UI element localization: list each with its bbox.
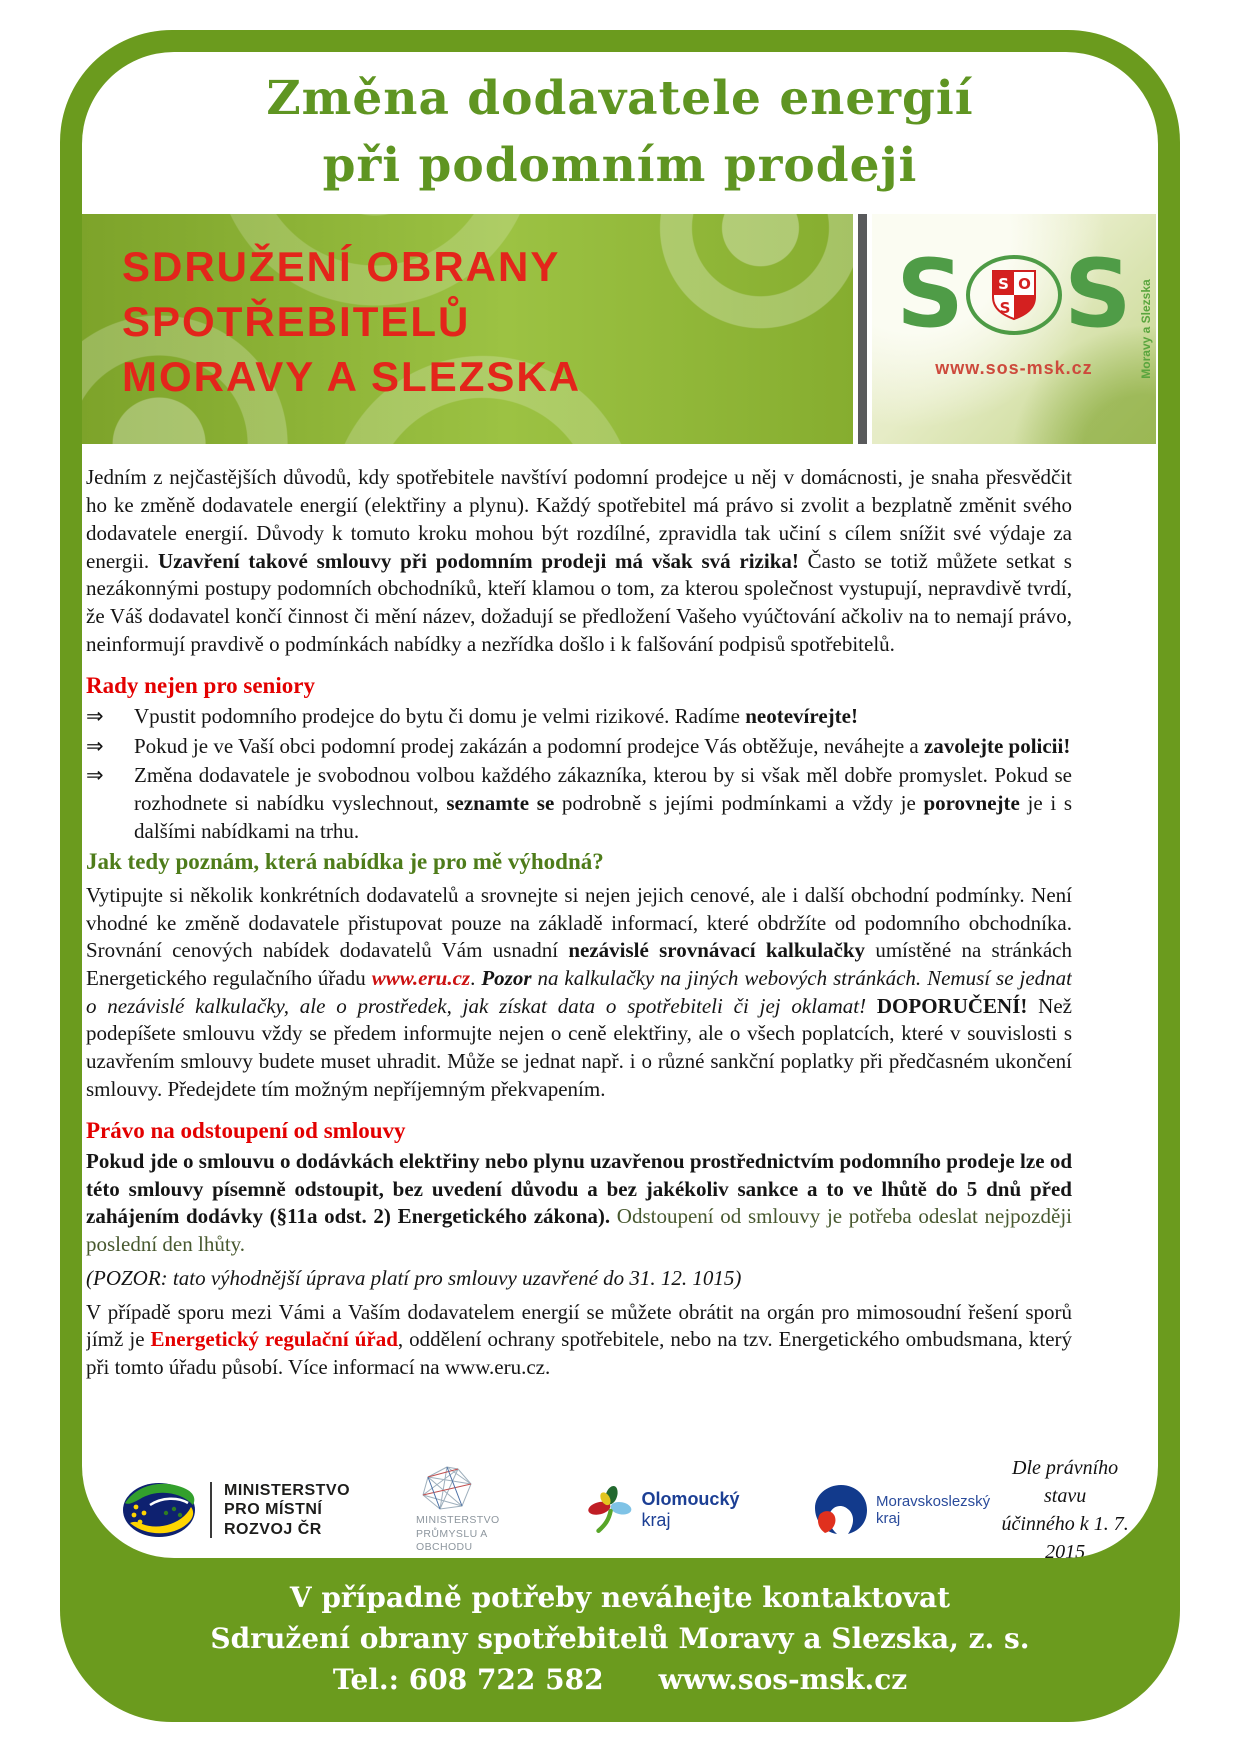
body-text: [86, 464, 1072, 1464]
bullet-segment-bold: seznamte se: [446, 791, 555, 816]
bullet-text: [134, 733, 1072, 761]
dispute-paragraph: [86, 1299, 1072, 1382]
bullet-segment: je i s dalšími nabídkami na trhu.: [134, 791, 1072, 843]
mmr-text-line: PRO MÍSTNÍ: [224, 1501, 323, 1519]
sos-website-text: www.sos-msk.cz: [935, 358, 1093, 379]
sos-shield-icon: [991, 269, 1037, 321]
text-segment-bold: DOPORUČENÍ!: [876, 993, 1028, 1018]
contact-footer: [60, 1578, 1180, 1701]
bullet-segment: Vpustit podomního prodejce do bytu či domu je velmi rizikové. Radíme: [134, 703, 746, 728]
arrow-bullet-icon: ⇒: [86, 763, 104, 788]
sos-letter-right: S: [1064, 240, 1132, 350]
eru-link-text: www.eru.cz: [371, 965, 471, 990]
bullet-text: [134, 703, 1072, 731]
banner-divider: [858, 214, 867, 444]
mmr-text-line: ROZVOJ ČR: [224, 1520, 322, 1538]
list-item: [86, 762, 1072, 845]
logo-mmr: [120, 1479, 350, 1541]
legal-note-line: účinného k 1. 7. 2015: [1001, 1513, 1129, 1558]
arrow-bullet-icon: ⇒: [86, 703, 104, 728]
comparison-paragraph: [86, 882, 1072, 1104]
shield-letter: S: [998, 275, 1009, 294]
legal-note-line: Dle právního stavu: [1012, 1457, 1119, 1507]
mmr-logo-text: [224, 1481, 350, 1539]
mpo-text-line: PRŮMYSLU A OBCHODU: [416, 1527, 488, 1554]
mmr-logo-icon: [120, 1479, 198, 1541]
validity-note: (POZOR: tato výhodnější úprava platí pro smlouvy uzavřené do 31. 12. 1015): [86, 1265, 742, 1290]
withdrawal-bold-text: Pokud jde o smlouvu o dodávkách elektřiny nebo plynu uzavřenou prostřednictvím podomního prodeje lze od této smlouvy písemně odstoupit, bez uvedení důvodu a bez jakékoliv sankce a to ve lhůtě do 5 dnů před zahájením dodávky (§11a odst. 2) Energetického zákona).: [86, 1148, 1072, 1229]
arrow-bullet-icon: ⇒: [86, 733, 104, 758]
msk-text-line: kraj: [875, 1510, 901, 1527]
mpo-text-line: MINISTERSTVO: [416, 1514, 500, 1527]
footer-contact-details: [60, 1660, 1180, 1701]
bullet-segment: podrobně s jejími podmínkami a vždy je: [554, 791, 924, 816]
mpo-logo-text: [416, 1514, 530, 1555]
legal-status-note: [990, 1454, 1140, 1558]
sos-banner: [82, 214, 1158, 444]
mpo-logo-icon: [416, 1465, 478, 1511]
withdrawal-green-text: Odstoupení od smlouvy je potřeba odeslat nejpozději poslední den lhůty.: [86, 1204, 1072, 1257]
text-segment: Vytipujte si několik konkrétních dodavatelů a srovnejte si nejen jejich cenové, ale i další obchodní podmínky. Není vhodné ke změně dodavatele přistupovat pouze na základě informací, které obdržíte od podomního obchodníka. Srovnání cenových nabídek dodavatelů Vám usnadní: [86, 882, 1072, 963]
bullet-text: [134, 762, 1072, 845]
shield-letter: S: [999, 299, 1011, 318]
footer-association-name: Sdružení obrany spotřebitelů Moravy a Slezska, z. s.: [210, 1621, 1030, 1655]
sos-vertical-label: Moravy a Slezska: [1139, 279, 1153, 380]
moravskoslezsky-kraj-logo-icon: [812, 1483, 870, 1537]
heading-withdrawal-right: Právo na odstoupení od smlouvy: [86, 1117, 406, 1143]
text-segment-bold: nezávislé srovnávací kalkulačky: [568, 938, 866, 963]
withdrawal-paragraph: [86, 1148, 1072, 1259]
eru-office-text: Energetický regulační úřad: [150, 1327, 398, 1352]
banner-line: MORAVY A SLEZSKA: [122, 352, 582, 400]
sos-logo-letters: [872, 240, 1156, 350]
heading-seniors-advice: Rady nejen pro seniory: [86, 672, 315, 698]
mmr-logo-divider: [210, 1482, 212, 1538]
olomoucky-kraj-logo-icon: [582, 1481, 638, 1539]
olomoucky-kraj-logo-text: [641, 1489, 756, 1531]
footer-contact-invite: V případně potřeby neváhejte kontaktovat: [289, 1581, 951, 1614]
sos-shield-emblem: [966, 255, 1062, 335]
intro-paragraph: [86, 464, 1072, 658]
partner-logos-strip: [104, 1457, 1144, 1558]
text-segment: Než podepíšete smlouvu vždy se předem informujte nejen o ceně elektřiny, ale o všech poplatcích, které v souvislosti s uzavřením smlouvy budete muset uhradit. Může se jednat např. i o různé sankční poplatky při předčasném ukončení smlouvy. Předejdete tím možným nepříjemným překvapením.: [86, 993, 1072, 1101]
list-item: [86, 703, 1072, 731]
text-segment: umístěné na stránkách Energetického regulačního úřadu: [86, 938, 1072, 990]
bullet-segment-bold: zavolejte policii!: [923, 733, 1071, 758]
white-content-area: [82, 52, 1158, 1558]
bullet-segment: Pokud je ve Vaší obci podomní prodej zakázán a podomní prodejce Vás obtěžuje, neváhejte a: [134, 733, 924, 758]
banner-association-name: [82, 214, 853, 444]
moravskoslezsky-kraj-logo-text: [876, 1493, 990, 1528]
page-title-line2: při podomním prodeji: [322, 137, 918, 193]
sos-logo: [872, 214, 1156, 444]
page-title-line1: Změna dodavatele energií: [266, 71, 974, 126]
footer-phone: Tel.: 608 722 582: [332, 1662, 604, 1696]
olk-text-bold: Olomoucký: [641, 1489, 740, 1509]
msk-text-line: Moravskoslezský: [875, 1492, 991, 1510]
banner-line: SDRUŽENÍ OBRANY: [122, 243, 561, 291]
list-item: [86, 733, 1072, 761]
sos-letter-left: S: [896, 240, 964, 350]
bullet-segment: Změna dodavatele je svobodnou volbou každého zákazníka, kterou by si však měl dobře promyslet. Pokud se rozhodnete si nabídku vyslechnout,: [134, 763, 1072, 816]
bullet-segment-bold: porovnejte: [923, 791, 1020, 816]
text-segment: .: [470, 965, 482, 990]
intro-text: Často se totiž můžete setkat s nezákonnými postupy podomních obchodníků, kteří klamou o tom, za kterou společnost vystupují, nepravdivě tvrdí, že Váš dodavatel končí činnost či mění název, dožadují se předložení Vašeho vyúčtování ačkoliv na to nemají právo, neinformují pravdivě o podmínkách nabídky a nezřídka došlo i k falšování podpisů spotřebitelů.: [86, 548, 1072, 656]
text-segment: , oddělení ochrany spotřebitele, nebo na tzv. Energetického ombudsmana, který při tomto úřadu působí. Více informací na www.eru.cz.: [86, 1327, 1072, 1379]
page-title: [82, 66, 1158, 199]
heading-offer-question: Jak tedy poznám, která nabídka je pro mě výhodná?: [86, 849, 604, 875]
text-segment-italic: na kalkulačky na jiných webových stránkách. Nemusí se jednat o nezávislé kalkulačky, ale o prostředek, jak získat data o spotřebiteli či jej oklamat!: [86, 965, 1072, 1018]
mmr-text-line: MINISTERSTVO: [224, 1482, 351, 1500]
text-segment: V případě sporu mezi Vámi a Vaším dodavatelem energií se můžete obrátit na orgán pro mimosoudní řešení sporů jímž je: [86, 1299, 1072, 1352]
logo-mpo: [416, 1465, 530, 1555]
text-segment-bold-italic: Pozor: [481, 965, 532, 990]
banner-line: SPOTŘEBITELŮ: [122, 298, 471, 346]
logo-olomoucky-kraj: [582, 1481, 756, 1539]
green-frame: [60, 30, 1180, 1722]
intro-text: Jedním z nejčastějších důvodů, kdy spotřebitele navštíví podomní prodejce u něj v domácnosti, je snaha přesvědčit ho ke změně dodavatele energií (elektřiny a plynu). Každý spotřebitel má právo si zvolit a bezplatně změnit svého dodavatele energií. Důvody k tomuto kroku mohou být rozdílné, zpravidla tak učiní s cílem snížit své výdaje za energii.: [86, 465, 1072, 573]
shield-letter: O: [1018, 275, 1031, 294]
intro-bold-warning: Uzavření takové smlouvy při podomním prodeji má však svá rizika!: [157, 548, 799, 573]
footer-website: www.sos-msk.cz: [658, 1662, 908, 1696]
olk-text-rest: kraj: [641, 1510, 671, 1530]
bullet-segment-bold: neotevírejte!: [745, 703, 858, 728]
logo-moravskoslezsky-kraj: [812, 1483, 990, 1537]
